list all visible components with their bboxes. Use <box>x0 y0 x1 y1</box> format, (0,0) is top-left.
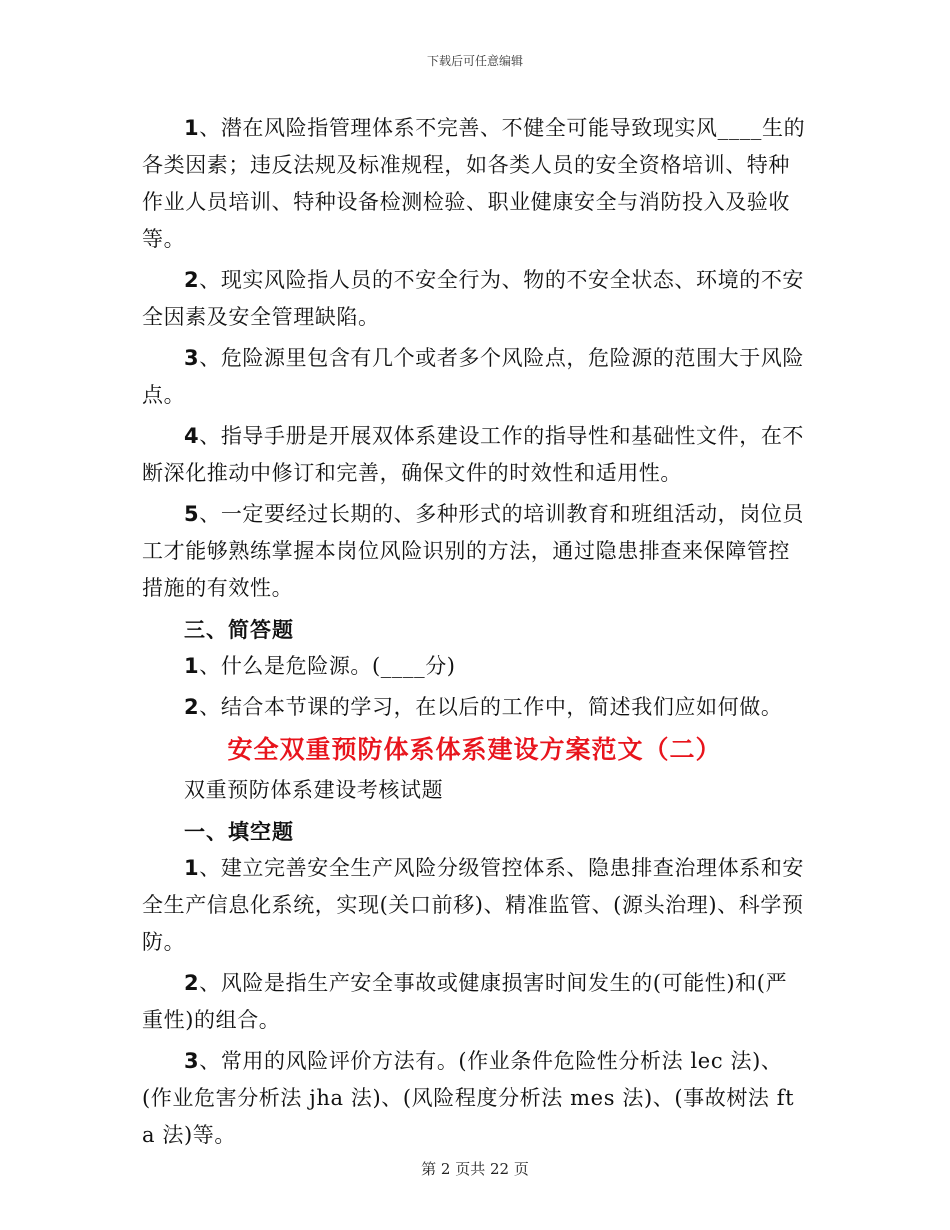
item-number: 1 <box>184 654 200 678</box>
item-number: 3 <box>184 1049 200 1073</box>
page-header: 下载后可任意编辑 <box>426 54 523 68</box>
item-number: 1 <box>184 116 200 140</box>
list-item <box>142 262 807 336</box>
item-text: 、危险源里包含有几个或者多个风险点，危险源的范围大于风险点。 <box>142 346 805 407</box>
page-footer: 第 2 页共 22 页 <box>421 1160 529 1178</box>
document-title: 安全双重预防体系体系建设方案范文（二） <box>227 735 722 764</box>
list-item <box>142 965 807 1039</box>
item-text: 、结合本节课的学习，在以后的工作中，简述我们应如何做。 <box>199 695 783 719</box>
item-text: 、潜在风险指管理体系不完善、不健全可能导致现实风____生的各类因素；违反法规及标准规程，如各类人员的安全资格培训、特种作业人员培训、特种设备检测检验、职业健康安全与消防投入及验收等。 <box>142 116 806 251</box>
list-item <box>142 496 807 607</box>
item-number: 2 <box>184 695 200 719</box>
section-heading: 一、填空题 <box>184 819 294 844</box>
item-number: 1 <box>184 856 200 880</box>
item-number: 4 <box>184 424 200 448</box>
item-number: 3 <box>184 346 200 370</box>
item-text: 、常用的风险评价方法有。(作业条件危险性分析法 lec 法)、(作业危害分析法 jha 法)、(风险程度分析法 mes 法)、(事故树法 fta 法)等。 <box>142 1049 795 1147</box>
section-heading: 三、简答题 <box>184 617 294 642</box>
document-subtitle: 双重预防体系建设考核试题 <box>184 778 444 802</box>
item-text: 、指导手册是开展双体系建设工作的指导性和基础性文件，在不断深化推动中修订和完善，确保文件的时效性和适用性。 <box>142 424 805 485</box>
list-item <box>142 418 807 492</box>
item-text: 、风险是指生产安全事故或健康损害时间发生的(可能性)和(严重性)的组合。 <box>142 971 788 1032</box>
item-number: 2 <box>184 268 200 292</box>
item-text: 、建立完善安全生产风险分级管控体系、隐患排查治理体系和安全生产信息化系统，实现(关口前移)、精准监管、(源头治理)、科学预防。 <box>142 856 805 954</box>
list-item <box>142 110 807 258</box>
item-number: 5 <box>184 502 200 526</box>
item-number: 2 <box>184 971 200 995</box>
document-body <box>142 110 807 1154</box>
list-item <box>142 1043 807 1154</box>
list-item <box>142 340 807 414</box>
item-text: 、现实风险指人员的不安全行为、物的不安全状态、环境的不安全因素及安全管理缺陷。 <box>142 268 805 329</box>
item-text: 、一定要经过长期的、多种形式的培训教育和班组活动，岗位员工才能够熟练掌握本岗位风险识别的方法，通过隐患排查来保障管控措施的有效性。 <box>142 502 805 600</box>
list-item <box>142 648 807 685</box>
list-item <box>142 850 807 961</box>
item-text: 、什么是危险源。(____分) <box>199 654 456 678</box>
list-item <box>142 689 807 726</box>
